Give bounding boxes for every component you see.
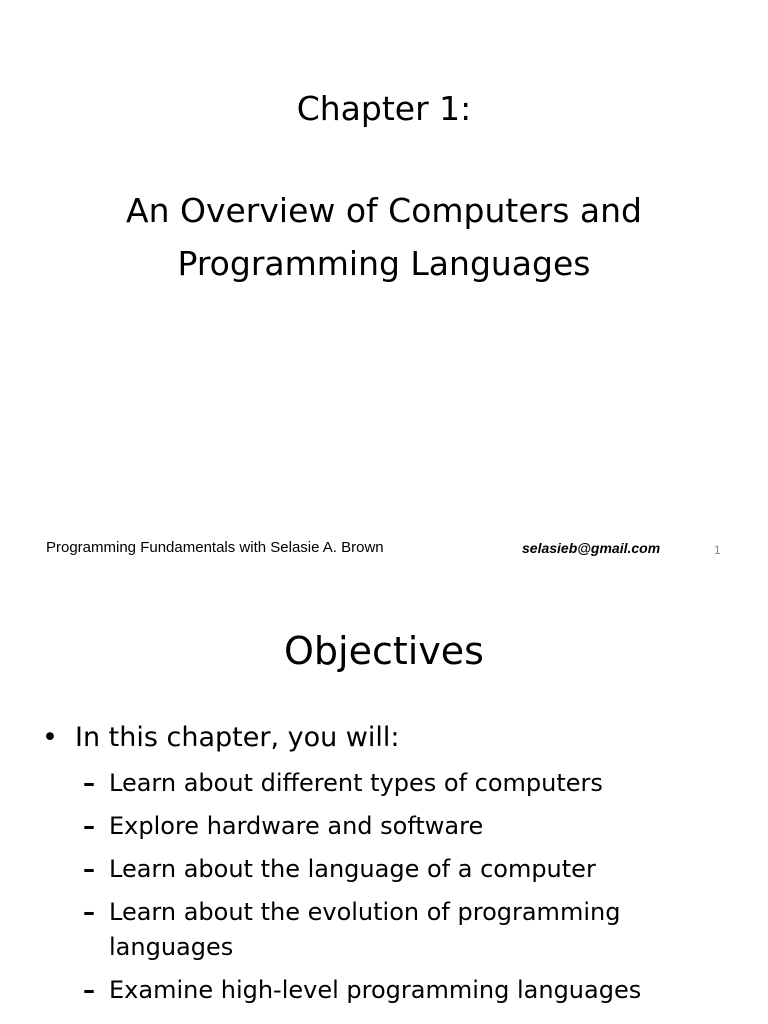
chapter-heading: Chapter 1: — [296, 89, 472, 128]
dash-marker: – — [83, 976, 95, 1004]
chapter-subtitle-line-2: Programming Languages — [177, 244, 591, 283]
sub-bullet-item — [40, 809, 740, 844]
footer-course-author: Programming Fundamentals with Selasie A. Brown — [46, 539, 384, 556]
dash-marker: – — [83, 812, 95, 840]
objectives-title: Objectives — [284, 629, 484, 673]
dash-marker: – — [83, 769, 95, 797]
bullet-marker: • — [42, 722, 58, 753]
sub-bullet-text: Learn about different types of computers — [109, 769, 603, 797]
sub-bullet-text: Learn about the language of a computer — [109, 855, 596, 883]
dash-marker: – — [83, 898, 95, 926]
chapter-subtitle-line-1: An Overview of Computers and — [126, 191, 642, 230]
dash-marker: – — [83, 855, 95, 883]
main-bullet — [40, 716, 740, 760]
main-bullet-text: In this chapter, you will: — [75, 722, 400, 753]
sub-bullet-item — [40, 973, 740, 1008]
sub-bullet-item — [40, 852, 740, 887]
objectives-list — [40, 716, 740, 1016]
sub-bullet-item — [40, 766, 740, 801]
sub-bullet-item — [40, 895, 740, 965]
sub-bullet-text: Examine high-level programming languages — [109, 976, 642, 1004]
footer-page-number: 1 — [714, 543, 721, 557]
sub-bullet-list — [40, 766, 740, 1008]
sub-bullet-text: Learn about the evolution of programming languages — [109, 898, 621, 961]
sub-bullet-text: Explore hardware and software — [109, 812, 484, 840]
footer-email: selasieb@gmail.com — [522, 540, 661, 556]
